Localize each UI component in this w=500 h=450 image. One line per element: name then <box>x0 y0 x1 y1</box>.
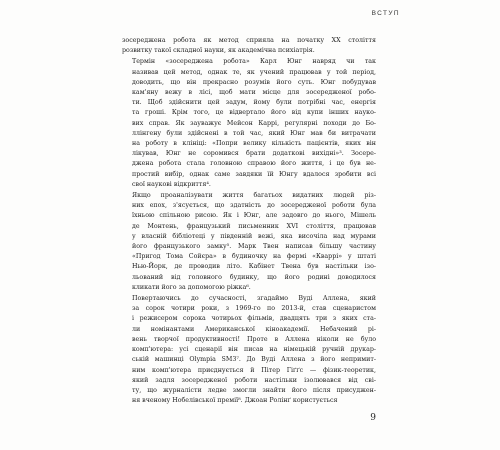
text-line: ти. Щоб здійснити цей задум, йому були потрібні час, енергія <box>132 99 376 107</box>
text-line: вих справ. Як зауважує Мейсон Каррі, регулярні походи до Бо- <box>132 119 376 127</box>
text-line: його французького замку⁵. Марк Твен написав більшу частину <box>132 243 376 251</box>
text-line: лікував, Юнг не соромився брати додаткові вихідні»³. Зосере- <box>132 150 376 158</box>
text-line: на роботу в клініці: «Попри велику кількість пацієнтів, яких він <box>132 140 376 148</box>
text-line: джена робота стала головною справою його життя, і це був не- <box>132 160 376 168</box>
text-line: них епох, з'ясується, що здатність до зосередженої роботи була <box>132 202 376 210</box>
text-line: і режисером сорока чотирьох фільмів, двадцять три з яких ста- <box>132 315 376 323</box>
text-line: та гроші. Крім того, це відвертало його від купи інших науко- <box>132 109 376 117</box>
paragraph <box>122 191 376 293</box>
text-line: який задля зосередженої роботи настільки ізолювався від сві- <box>132 376 376 384</box>
text-line: вень творчої продуктивності! Проте в Аллена ніколи не було <box>132 335 376 343</box>
text-line: ській машинці Olympia SM3⁷. До Вуді Аллена з його непримит- <box>132 356 376 364</box>
text-line: називав цей метод, однак те, як учений працював у той період, <box>132 68 376 76</box>
text-line: ли номінантами Американської кіноакадемії. Небачений рі- <box>132 325 376 333</box>
text-line: ним комп'ютера приєднується й Пітер Гіґґс — фізик-теоретик, <box>132 366 376 374</box>
text-line: розвитку такої складної науки, як академічна психіатрія. <box>122 47 315 55</box>
text-line: Нью-Йорк, де проводив літо. Кабінет Твена був настільки ізо- <box>132 263 376 271</box>
text-line: у власній бібліотеці у південній вежі, яка височіла над мурами <box>132 232 376 240</box>
paragraph <box>122 36 376 56</box>
text-line: Якщо проаналізувати життя багатьох видатних людей різ- <box>132 192 376 200</box>
text-line: льований від головного будинку, що його родині доводилося <box>132 273 376 281</box>
text-line: комп'ютера: усі сценарії він писав на німецькій ручній друкар- <box>132 346 376 354</box>
text-line: простий вибір, однак саме завдяки їй Юнгу вдалося зробити всі <box>132 170 376 178</box>
text-line: Термін «зосереджена робота» Карл Юнг навряд чи так <box>132 58 376 66</box>
page-number: 9 <box>370 413 376 423</box>
text-line: ня вченому Нобелівської премії⁸. Джоан Ролінґ користується <box>132 397 338 405</box>
text-line: кликати його за допомогою ріжка⁶. <box>132 283 251 291</box>
text-line: зосереджена робота як метод сприяла на початку XX століття <box>122 37 376 44</box>
text-line: їхньою спільною рисою. Як і Юнг, але задовго до нього, Мішель <box>132 212 376 220</box>
text-line: «Пригод Тома Сойєра» в будиночку на фермі «Кваррі» у штаті <box>132 253 376 261</box>
text-line: Повертаючись до сучасності, згадаймо Вуді Аллена, який <box>132 295 376 303</box>
text-line: ллінгену були здійснені в той час, який Юнг мав би витрачати <box>132 129 376 137</box>
text-line: доводить, що він прекрасно розумів його суть. Юнг побудував <box>132 78 376 86</box>
paragraph <box>122 294 376 406</box>
paragraph <box>122 57 376 190</box>
text-line: кам'яну вежу в лісі, щоб мати місце для зосередженої робо- <box>132 89 376 97</box>
text-line: ту, що журналісти ледве змогли знайти його після присуджен- <box>132 386 376 394</box>
text-line: свої наукові відкриття⁴. <box>132 180 211 188</box>
body-text <box>122 36 376 407</box>
text-line: де Монтень, французький письменник XVI століття, працював <box>132 222 376 230</box>
text-line: за сорок чотири роки, з 1969-го по 2013-й, став сценаристом <box>132 305 376 313</box>
running-header: ВСТУП <box>371 10 400 17</box>
